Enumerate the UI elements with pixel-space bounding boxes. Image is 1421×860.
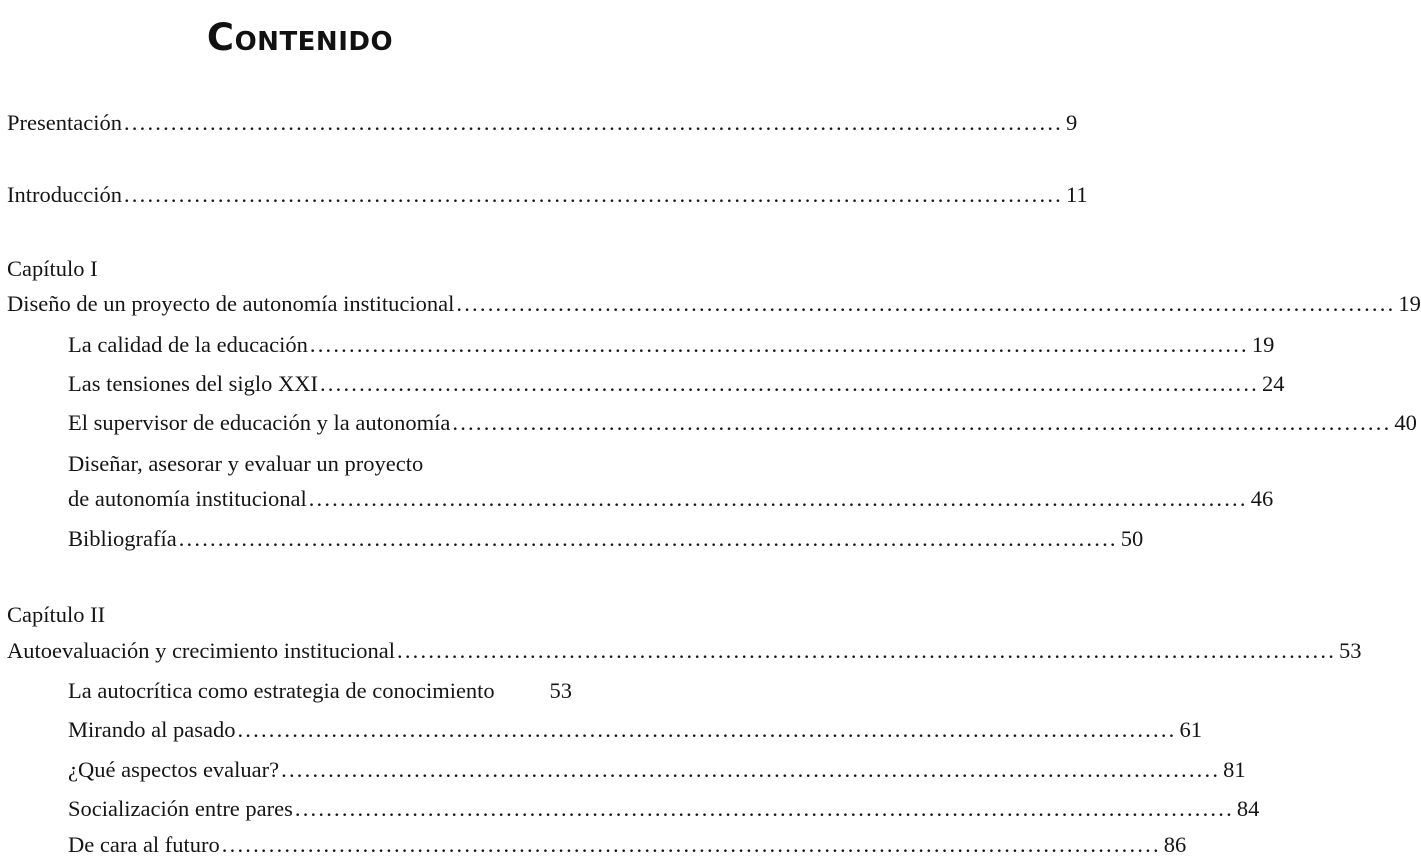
- page-title: Contenido: [206, 16, 394, 59]
- toc-page-number: 81: [1223, 757, 1246, 782]
- toc-section-entry: [68, 408, 1417, 438]
- chapter-1-title-entry: [7, 289, 1421, 319]
- toc-entry-label: ¿Qué aspectos evaluar?: [68, 757, 280, 782]
- chapter-2-label: Capítulo II: [7, 602, 106, 627]
- toc-entry-introduccion: [7, 180, 1088, 210]
- toc-entry-label: Diseñar, asesorar y evaluar un proyecto: [68, 451, 424, 476]
- toc-entry-label: De cara al futuro: [68, 832, 220, 857]
- dot-leader: ........................................................................................................................: [397, 638, 1337, 663]
- toc-section-entry: [68, 794, 1260, 824]
- toc-entry-label: Socialización entre pares: [68, 796, 293, 821]
- toc-entry-label: Mirando al pasado: [68, 717, 236, 742]
- toc-entry-label: La autocrítica como estrategia de conocimiento: [68, 678, 495, 703]
- toc-page-number: 24: [1261, 371, 1285, 396]
- toc-entry-label: Bibliografía: [68, 526, 177, 551]
- dot-leader: ........................................................................................................................: [178, 526, 1118, 551]
- chapter-1-label: Capítulo I: [7, 256, 98, 281]
- toc-section-entry: [68, 676, 572, 706]
- toc-entry-label: Autoevaluación y crecimiento institucional: [7, 638, 396, 663]
- dot-leader: ........................................................................................................................: [308, 486, 1248, 511]
- dot-leader: ........................................................................................................................: [237, 717, 1177, 742]
- toc-page-number: 9: [1065, 110, 1078, 135]
- toc-entry-presentacion: [7, 108, 1078, 138]
- dot-leader: ........................................................................................................................: [123, 182, 1063, 207]
- toc-page-number: 53: [1339, 638, 1362, 663]
- dot-leader: ........................................................................................................................: [319, 371, 1259, 396]
- toc-entry-label: Las tensiones del siglo XXI: [68, 371, 318, 396]
- toc-entry-label: de autonomía institucional: [68, 486, 307, 511]
- toc-entry-label: La calidad de la educación: [68, 332, 308, 357]
- toc-section-entry: [68, 755, 1246, 785]
- toc-page-number: 50: [1120, 526, 1144, 551]
- toc-entry-label: Introducción: [7, 182, 122, 207]
- toc-section-entry: [68, 484, 1274, 514]
- dot-leader: ........................................................................................................................: [456, 291, 1396, 316]
- toc-page-number: 40: [1394, 410, 1417, 435]
- toc-section-entry-continued: [68, 449, 572, 479]
- toc-page-number: 19: [1251, 332, 1275, 357]
- dot-leader: ........................................................................................................................: [123, 110, 1063, 135]
- toc-page-number: 53: [549, 678, 572, 703]
- toc-page-number: 61: [1179, 717, 1202, 742]
- dot-leader: ........................................................................................................................: [221, 832, 1161, 857]
- toc-section-entry: [68, 330, 1275, 360]
- toc-page-number: 11: [1065, 182, 1088, 207]
- dot-leader: ........................................................................................................................: [452, 410, 1392, 435]
- chapter-2-title-entry: [7, 636, 1362, 666]
- toc-section-entry: [68, 524, 1144, 554]
- toc-section-entry: [68, 830, 1187, 860]
- toc-page-number: 19: [1398, 291, 1421, 316]
- toc-entry-label: Presentación: [7, 110, 122, 135]
- dot-leader: ........................................................................................................................: [294, 796, 1234, 821]
- toc-page-number: 86: [1163, 832, 1187, 857]
- dot-leader: ........................................................................................................................: [281, 757, 1221, 782]
- toc-section-entry: [68, 715, 1202, 745]
- toc-page-number: 46: [1250, 486, 1274, 511]
- toc-section-entry: [68, 369, 1285, 399]
- toc-entry-label: Diseño de un proyecto de autonomía institucional: [7, 291, 455, 316]
- toc-entry-label: El supervisor de educación y la autonomía: [68, 410, 451, 435]
- toc-page-number: 84: [1236, 796, 1260, 821]
- dot-leader: ........................................................................................................................: [309, 332, 1249, 357]
